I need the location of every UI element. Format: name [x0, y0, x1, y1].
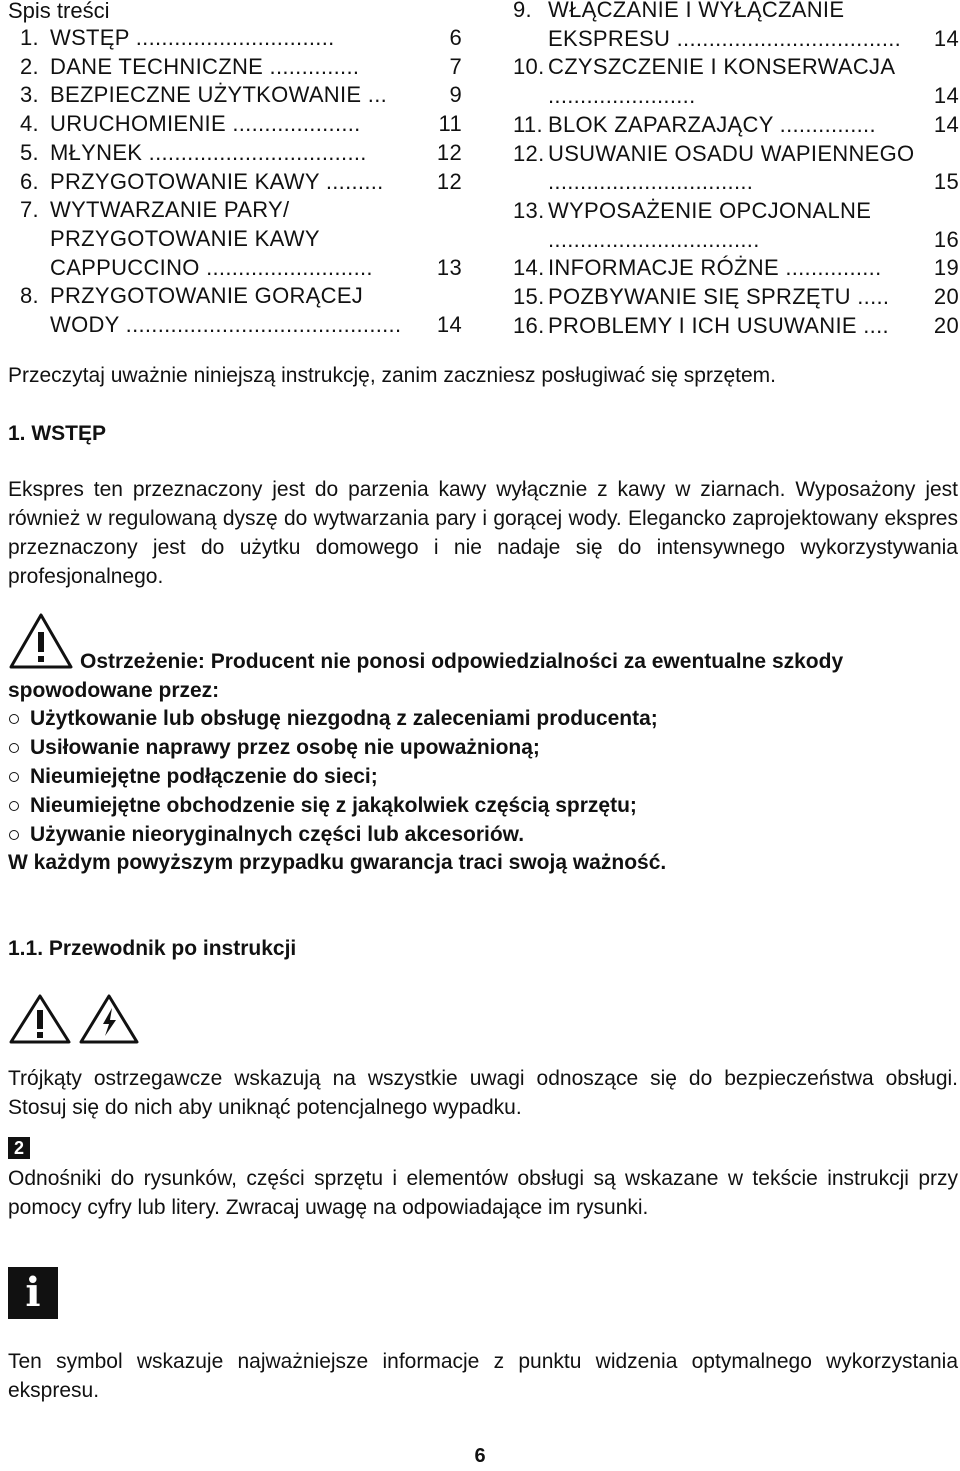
- toc-item[interactable]: 9. WŁĄCZANIE I WYŁĄCZANIE EKSPRESU ................................... 14: [513, 0, 959, 51]
- toc-item[interactable]: 7. WYTWARZANIE PARY/ PRZYGOTOWANIE KAWY CAPPUCCINO .......................... 13: [20, 197, 462, 280]
- warning-list: [8, 704, 658, 849]
- list-item: Nieumiejętne podłączenie do sieci;: [8, 762, 658, 791]
- toc-item[interactable]: 6. PRZYGOTOWANIE KAWY ......... 12: [20, 168, 462, 194]
- info-icon: i: [8, 1267, 58, 1319]
- toc-item[interactable]: 4. URUCHOMIENIE .................... 11: [20, 111, 462, 137]
- warning-lead-continued: spowodowane przez:: [8, 679, 220, 702]
- toc-item[interactable]: 8. PRZYGOTOWANIE GORĄCEJ WODY ........................................... 14: [20, 283, 462, 338]
- toc-item[interactable]: 2. DANE TECHNICZNE .............. 7: [20, 53, 462, 79]
- electric-warning-triangle-icon: [78, 993, 140, 1045]
- list-item: Nieumiejętne obchodzenie się z jakąkolwiek częścią sprzętu;: [8, 791, 658, 820]
- toc-item[interactable]: 1. WSTĘP ............................... 6: [20, 25, 462, 50]
- triangles-description: Trójkąty ostrzegawcze wskazują na wszystkie uwagi odnoszące się do bezpieczeństwa obsługi. Stosuj się do nich aby uniknąć potencjalnego wypadku.: [8, 1067, 958, 1119]
- toc-item[interactable]: 16. PROBLEMY I ICH USUWANIE .... 20: [513, 312, 959, 338]
- warning-closing: W każdym powyższym przypadku gwarancja traci swoją ważność.: [8, 851, 667, 874]
- page-number: 6: [474, 1445, 486, 1467]
- bullet-icon: [9, 830, 19, 840]
- toc-item[interactable]: 12. USUWANIE OSADU WAPIENNEGO ................................ 15: [513, 140, 959, 195]
- bullet-icon: [9, 743, 19, 753]
- bullet-icon: [9, 801, 19, 811]
- toc-item[interactable]: 3. BEZPIECZNE UŻYTKOWANIE ... 9: [20, 82, 462, 108]
- info-description: Ten symbol wskazuje najważniejsze informacje z punktu widzenia optymalnego wykorzystania ekspresu.: [8, 1350, 958, 1402]
- toc-column-right: [513, 0, 959, 340]
- toc-item[interactable]: 10. CZYSZCZENIE I KONSERWACJA ....................... 14: [513, 54, 959, 109]
- bullet-icon: [9, 714, 19, 724]
- number-reference-icon: 2: [8, 1137, 30, 1159]
- list-item: Używanie nieoryginalnych części lub akcesoriów.: [8, 820, 658, 849]
- warning-lead: Ostrzeżenie: Producent nie ponosi odpowiedzialności za ewentualne szkody: [80, 650, 844, 673]
- section-heading-introduction: 1. WSTĘP: [8, 422, 107, 445]
- toc-item[interactable]: 15. POZBYWANIE SIĘ SPRZĘTU ..... 20: [513, 284, 959, 310]
- bullet-icon: [9, 772, 19, 782]
- toc-item[interactable]: 11. BLOK ZAPARZAJĄCY ............... 14: [513, 111, 959, 137]
- toc-item[interactable]: 14. INFORMACJE RÓŻNE ............... 19: [513, 255, 959, 281]
- list-item: Usiłowanie naprawy przez osobę nie upoważnioną;: [8, 733, 658, 762]
- list-item: Użytkowanie lub obsługę niezgodną z zaleceniami producenta;: [8, 704, 658, 733]
- references-description: Odnośniki do rysunków, części sprzętu i elementów obsługi są wskazane w tekście instrukcji przy pomocy cyfry lub litery. Zwracaj uwagę na odpowiadające im rysunki.: [8, 1167, 958, 1219]
- toc-title: Spis treści: [8, 0, 110, 23]
- toc-column-left: [20, 24, 462, 340]
- warning-triangle-icon: [8, 993, 72, 1045]
- toc-item[interactable]: 13. WYPOSAŻENIE OPCJONALNE ................................. 16: [513, 197, 959, 252]
- warning-triangle-icon: [8, 612, 74, 670]
- section-paragraph: Ekspres ten przeznaczony jest do parzenia kawy wyłącznie z kawy w ziarnach. Wyposażony jest również w regulowaną dyszę do wytwarzania pary i gorącej wody. Elegancko zaprojektowany ekspres przeznaczony jest do użytku domowego i nie nadaje się do intensywnego wykorzystywania profesjonalnego.: [8, 478, 958, 588]
- toc-item[interactable]: 5. MŁYNEK .................................. 12: [20, 139, 462, 165]
- intro-text: Przeczytaj uważnie niniejszą instrukcję, zanim zaczniesz posługiwać się sprzętem.: [8, 364, 776, 387]
- section-heading-guide: 1.1. Przewodnik po instrukcji: [8, 937, 297, 960]
